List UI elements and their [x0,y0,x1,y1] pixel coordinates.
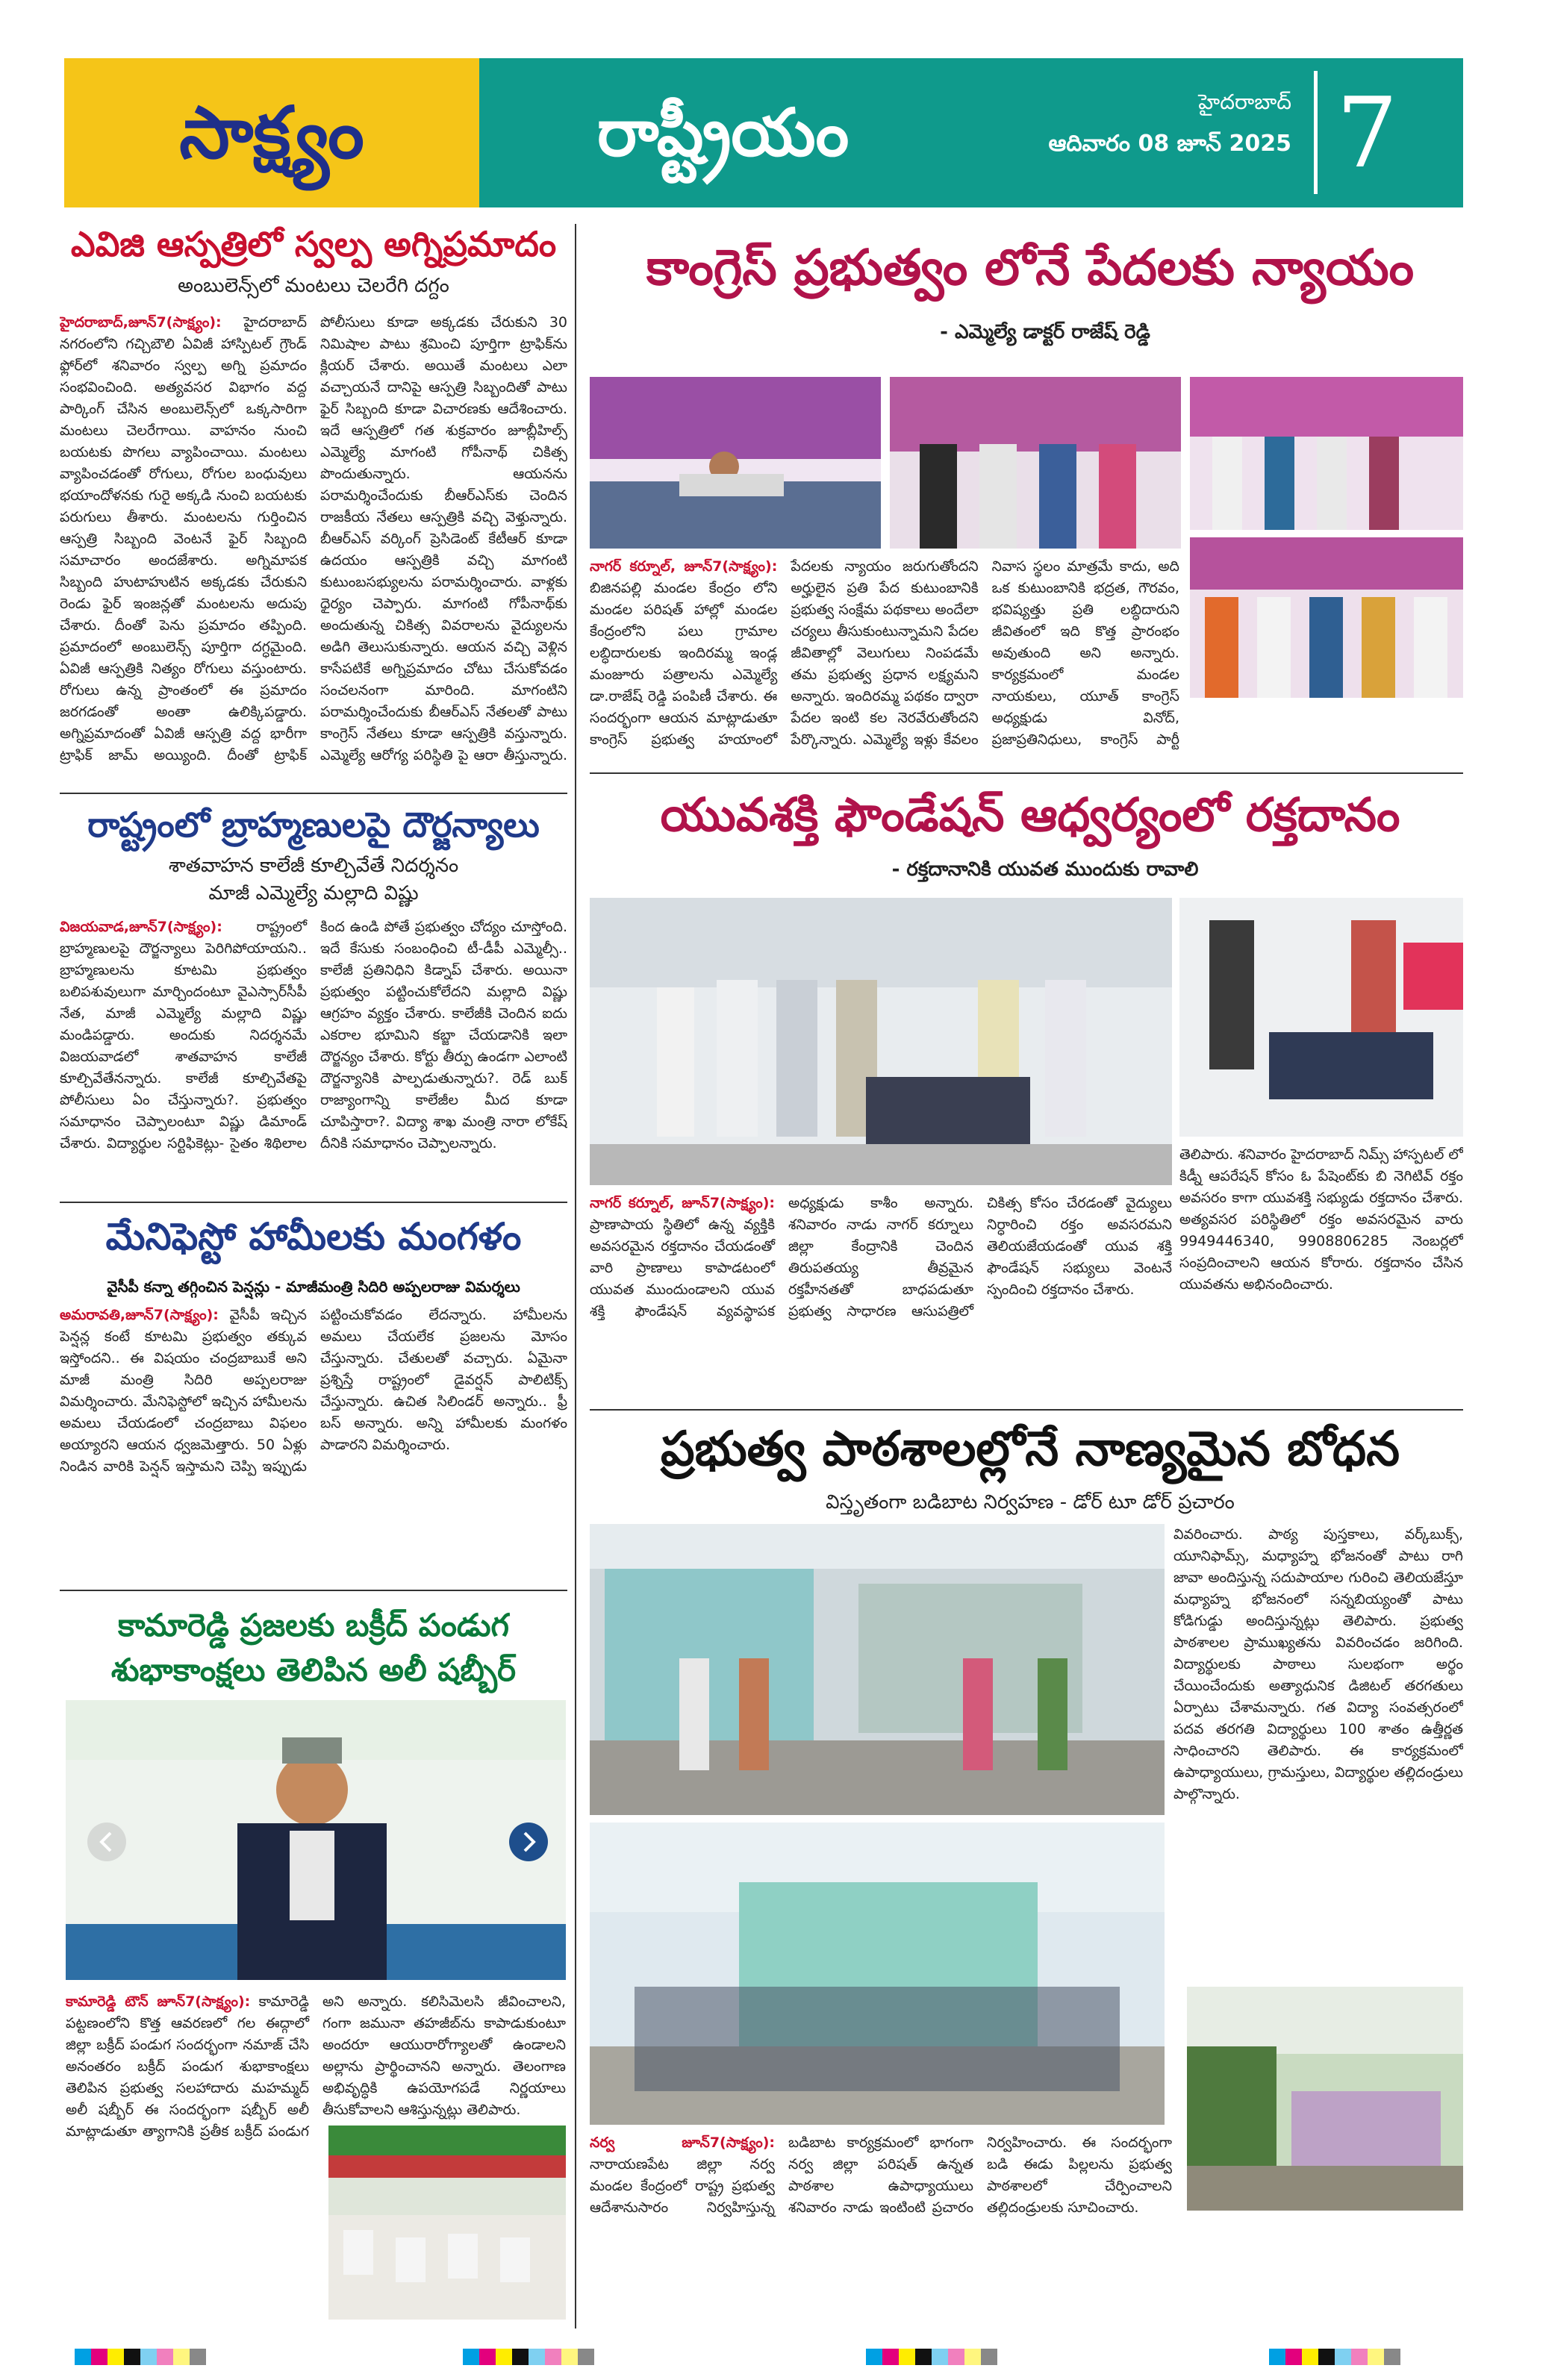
story2-photo-distribution [890,377,1181,549]
story2-dateline: నాగర్ కర్నూల్, జూన్7(సాక్ష్యం): [590,558,778,575]
registration-marks-right [1269,2349,1400,2365]
story1-body [60,312,567,782]
story7-subhead: విస్తృతంగా బడిబాట నిర్వహణ - డోర్ టూ డోర్ ప్రచారం [826,1491,1235,1514]
story7-text: నారాయణపేట జిల్లా నర్వ మండల కేంద్రంలో రాష్ట్ర ప్రభుత్వ ఆదేశానుసారం నిర్వహిస్తున్న బడిబాట కార్యక్రమంలో భాగంగా నర్వ జిల్లా పరిషత్ ఉన్నత పాఠశాల ఉపాధ్యాయులు శనివారం నాడు ఇంటింటి ప్రచారం నిర్వహించారు. ఈ సందర్భంగా బడి ఈడు పిల్లలను ప్రభుత్వ పాఠశాలలో చేర్పించాలని తల్లిదండ్రులకు సూచించారు. [590,2134,1172,2216]
story4-photo-donor [1179,898,1463,1137]
story3-headline: రాష్ట్రంలో బ్రాహ్మణులపై దౌర్జన్యాలు [87,805,540,845]
story1-dateline: హైదరాబాద్,జూన్7(సాక్ష్యం): [60,314,222,331]
story7-headline: ప్రభుత్వ పాఠశాలల్లోనే నాణ్యమైన బోధన [660,1422,1400,1477]
story7-body [590,2132,1172,2319]
story2-photo-meeting [590,377,881,549]
story3-subhead2: మాజీ ఎమ్మెల్యే మల్లాది విష్ణు [208,882,419,905]
registration-marks-left [75,2349,206,2365]
story5-subhead: వైసీపీ కన్నా తగ్గించిన పెన్షన్లు - మాజీమంత్రి సిదిరి అప్పలరాజు విమర్శలు [107,1278,520,1296]
story1-text: హైదరాబాద్ నగరంలోని గచ్చిబౌలి ఏవిజీ హాస్పిటల్ గ్రౌండ్ ఫ్లోర్‌లో శనివారం స్వల్ప అగ్ని ప్రమాదం సంభవించింది. అత్యవసర విభాగం వద్ద పార్కింగ్ చేసిన అంబులెన్స్‌లో ఒక్కసారిగా మంటలు చెలరేగాయి. వాహనం నుంచి బయటకు పొగలు వ్యాపించాయి. మంటలు వ్యాపించడంతో రోగులు, రోగుల బంధువులు భయాందోళనకు గురై అక్కడి నుంచి బయటకు పరుగులు తీశారు. మంటలను గుర్తించిన ఆస్పత్రి సిబ్బంది వెంటనే ఫైర్ సిబ్బంది సమాచారం అందజేశారు. అగ్నిమాపక సిబ్బంది హుటాహుటిన అక్కడకు చేరుకుని రెండు ఫైర్ ఇంజన్లతో మంటలను అదుపు చేశారు. దీంతో పెను ప్రమాదం తప్పింది. ప్రమాదంలో అంబులెన్స్ పూర్తిగా దగ్ధమైంది. ఏవిజీ ఆస్పత్రికి నిత్యం రోగులు వస్తుంటారు. రోగులు ఉన్న ప్రాంతంలో ఈ ప్రమాదం జరగడంతో అంతా ఉలిక్కిపడ్డారు. అగ్నిప్రమాదంతో ఏవిజీ ఆస్పత్రి వద్ద భారీగా ట్రాఫిక్ జామ్ అయ్యింది. దీంతో ట్రాఫిక్ పోలీసులు కూడా అక్కడకు చేరుకుని 30 నిమిషాల పాటు శ్రమించి పూర్తిగా ట్రాఫిక్‌ను క్లియర్ చేశారు. అయితే మంటలు ఎలా వచ్చాయనే దానిపై ఆస్పత్రి సిబ్బందితో పాటు ఫైర్ సిబ్బంది కూడా విచారణకు ఆదేశించారు. ఇదే ఆస్పత్రిలో గత శుక్రవారం జూబ్లీహిల్స్ ఎమ్మెల్యే మాగంటి గోపీనాథ్ చికిత్స పొందుతున్నారు. ఆయనను పరామర్శించేందుకు బీఆర్ఎస్‌కు చెందిన రాజకీయ నేతలు ఆస్పత్రికి వచ్చి వెళ్తున్నారు. బీఆర్ఎస్ వర్కింగ్ ప్రెసిడెంట్ కేటీఆర్ కూడా ఉదయం ఆస్పత్రికి వచ్చి మాగంటి కుటుంబసభ్యులను పరామర్శించారు. వాళ్లకు ధైర్యం చెప్పారు. మాగంటి గోపీనాథ్‌కు అందుతున్న చికిత్స వివరాలను వైద్యులను అడిగి తెలుసుకున్నారు. ఆయన వచ్చి వెళ్లిన కాసేపటికే అగ్నిప్రమాదం చోటు చేసుకోవడం సంచలనంగా మారింది. మాగంటిని పరామర్శించేందుకు బీఆర్ఎస్ నేతలతో పాటు కాంగ్రెస్ నేతలు కూడా ఆస్పత్రికి వస్తున్నారు. ఎమ్మెల్యే ఆరోగ్య పరిస్థితి పై ఆరా తీస్తున్నారు. [60,314,567,763]
story4-body [590,1193,1172,1398]
carousel-next-icon [509,1823,548,1861]
separator-rule [590,772,1463,774]
story7-dateline: నర్వ జూన్7(సాక్ష్యం): [590,2134,775,2151]
story7-side-body: వివరించారు. పాఠ్య పుస్తకాలు, వర్క్‌బుక్స్, యూనిఫామ్స్, మధ్యాహ్న భోజనంతో పాటు రాగి జావా అందిస్తున్న సదుపాయాల గురించి తెలియజేస్తూ మధ్యాహ్న భోజనంలో సన్నబియ్యంతో పాటు కోడిగుడ్డు అందిస్తున్నట్లు తెలిపారు. ప్రభుత్వ పాఠశాలల ప్రాముఖ్యతను వివరించడం జరిగింది. విద్యార్థులకు పాఠాలు సులభంగా అర్థం చేయించేందుకు అత్యాధునిక డిజిటల్ తరగతులు ఏర్పాటు చేశామన్నారు. గత విద్యా సంవత్సరంలో పదవ తరగతి విద్యార్థులు 100 శాతం ఉత్తీర్ణత సాధించారని తెలిపారు. ఈ కార్యక్రమంలో ఉపాధ్యాయులు, గ్రామస్తులు, విద్యార్థుల తల్లిదండ్రులు పాల్గొన్నారు. [1173,1526,1463,1802]
story6-dateline: కామారెడ్డి టౌన్ జూన్7(సాక్ష్యం): [66,1993,251,2010]
registration-marks-center [463,2349,594,2365]
story1-subhead: అంబులెన్స్‌లో మంటలు చెలరేగి దగ్దం [178,275,449,297]
story2-photo-group [1190,377,1463,530]
carousel-prev-icon [87,1823,126,1861]
story4-photo-blood-donation [590,898,1172,1185]
story2-text: బిజినపల్లి మండల కేంద్రం లోని మండల పరిషత్ హాల్లో మండల కేంద్రంలోని పలు గ్రామాల లబ్ధిదారులకు ఇందిరమ్మ ఇండ్ల మంజూరు పత్రాలను ఎమ్మెల్యే డా.రాజేష్ రెడ్డి పంపిణీ చేశారు. ఈ సందర్భంగా ఆయన మాట్లాడుతూ కాంగ్రెస్ ప్రభుత్వ హయాంలో పేదలకు న్యాయం జరుగుతోందని అర్హులైన ప్రతి పేద కుటుంబానికి ప్రభుత్వ సంక్షేమ పథకాలు అందేలా చర్యలు తీసుకుంటున్నామని పేదల జీవితాల్లో వెలుగులు నింపడమే తమ ప్రభుత్వ ప్రధాన లక్ష్యమని అన్నారు. ఇందిరమ్మ పథకం ద్వారా పేదల ఇంటి కల నెరవేరుతోందని పేర్కొన్నారు. ఎమ్మెల్యే ఇళ్లు కేవలం నివాస స్థలం మాత్రమే కాదు, అది ఒక కుటుంబానికి భద్రత, గౌరవం, భవిష్యత్తు ప్రతి లబ్ధిదారుని జీవితంలో ఇది కొత్త ప్రారంభం అవుతుంది అని అన్నారు. కార్యక్రమంలో మండల నాయకులు, యూత్ కాంగ్రెస్ అధ్యక్షుడు వినోద్, ప్రజాప్రతినిధులు, కాంగ్రెస్ పార్టీ [590,558,1179,748]
story4-side-body: తెలిపారు. శనివారం హైదరాబాద్ నిమ్స్ హాస్పటల్ లో కిడ్నీ ఆపరేషన్ కోసం ఓ పేషెంట్‌కు బి నెగిటివ్ రక్తం అవసరం కాగా యువశక్తి సభ్యుడు రక్తదానం చేశారు. అత్యవసర పరిస్థితిలో రక్తం అవసరమైన వారు 9949446340, 9908806285 నెంబర్లలో సంప్రదించాలని ఆయన కోరారు. రక్తదానం చేసిన యువతను అభినందించారు. [1179,1146,1463,1293]
separator-rule [60,1590,567,1591]
story7-photo-students [590,1823,1165,2125]
separator-rule [590,1409,1463,1411]
separator-rule [60,1202,567,1203]
story2-headline: కాంగ్రెస్ ప్రభుత్వం లోనే పేదలకు న్యాయం [646,239,1415,296]
story3-subhead1: శాతవాహన కాలేజీ కూల్చివేతే నిదర్శనం [168,855,459,877]
story3-dateline: విజయవాడ,జూన్7(సాక్ష్యం): [60,919,222,935]
story7-photo-village [1187,1987,1463,2211]
edition-city: హైదరాబాద్ [1198,90,1291,114]
story3-body [60,916,567,1193]
story5-text: వైసీపీ ఇచ్చిన పెన్షన్ల కంటే కూటమి ప్రభుత్వం తక్కువ ఇస్తోందని.. ఈ విషయం చంద్రబాబుకే అని మాజీ మంత్రి సిదిరి అప్పలరాజు విమర్శించారు. మేనిఫెస్టోలో ఇచ్చిన హామీలను అమలు చేయడంలో చంద్రబాబు విఫలం అయ్యారని ఆయన ధ్వజమెత్తారు. 50 ఏళ్లు నిండిన వారికి పెన్షన్ ఇస్తామని చెప్పి ఇప్పుడు పట్టించుకోవడం లేదన్నారు. హామీలను అమలు చేయలేక ప్రజలను మోసం చేస్తున్నారు. చేతులతో వచ్చారు. ఏమైనా ప్రశ్నిస్తే రాష్ట్రంలో డైవర్షన్ పాలిటిక్స్ చేస్తున్నారు. ఉచిత సిలిండర్ అన్నారు.. ఫ్రీ బస్ అన్నారు. అన్ని హామీలకు మంగళం పాడారని విమర్శించారు. [60,1307,567,1475]
section-title: రాష్ట్రీయం [597,94,850,171]
page-number: 7 [1336,76,1398,190]
column-divider [575,224,576,2329]
story4-subhead: - రక్తదానానికి యువత ముందుకు రావాలి [891,858,1199,881]
story2-subhead: - ఎమ్మెల్యే డాక్టర్ రాజేష్ రెడ్డి [940,321,1150,343]
story5-dateline: అమరావతి,జూన్7(సాక్ష్యం): [60,1307,219,1323]
story5-headline: మేనిఫెస్టో హామీలకు మంగళం [105,1215,522,1258]
edition-date: ఆదివారం 08 జూన్ 2025 [1048,131,1291,157]
story4-headline: యువశక్తి ఫౌండేషన్ ఆధ్వర్యంలో రక్తదానం [660,787,1400,842]
story3-text: రాష్ట్రంలో బ్రాహ్మణులపై దౌర్జన్యాలు పెరిగిపోయాయని.. బ్రాహ్మణులను కూటమి ప్రభుత్వం బలిపశువులుగా మార్చిందంటూ వైఎస్సార్‌సీపీ నేత, మాజీ ఎమ్మెల్యే మల్లాది విష్ణు మండిపడ్డారు. అందుకు నిదర్శనమే విజయవాడలో శాతవాహన కాలేజీ కూల్చివేతేనన్నారు. కాలేజీ కూల్చివేతపై పోలీసులు ఏం చేస్తున్నారు?. ప్రభుత్వం సమాధానం చెప్పాలంటూ విష్ణు డిమాండ్ చేశారు. విద్యార్థుల సర్టిఫికెట్లు- సైతం శిథిలాల కింద ఉండి పోతే ప్రభుత్వం చోద్యం చూస్తోంది. ఇదే కేసుకు సంబంధించి టీ-డీపీ ఎమ్మెల్సీ.. కాలేజీ ప్రతినిధిని కిడ్నాప్ చేశారు. అయినా ప్రభుత్వం పట్టించుకోలేదని మల్లాది విష్ణు ఆగ్రహం వ్యక్తం చేశారు. కాలేజీకి చెందిన ఐదు ఎకరాల భూమిని కబ్జా చేయడానికి ఇలా దౌర్జన్యం చేశారు. కోర్టు తీర్పు ఉండగా ఎలాంటి దౌర్జన్యానికి పాల్పడుతున్నారు?. రెడ్ బుక్ రాజ్యాంగాన్ని కాలేజీల మీద కూడా చూపిస్తారా?. విద్యా శాఖ మంత్రి నారా లోకేష్ దీనికి సమాధానం చెప్పాలన్నారు. [60,919,567,1152]
registration-marks-mid [866,2349,997,2365]
masthead-divider [1314,71,1318,194]
story7-photo-door-to-door [590,1524,1165,1815]
story6-text: కామారెడ్డి పట్టణంలోని కొత్త ఆవరణలో గల ఈద్గాలో జిల్లా బక్రీద్ పండుగ సందర్భంగా నమాజ్ చేసి అనంతరం బక్రీద్ పండుగ శుభాకాంక్షలు తెలిపిన ప్రభుత్వ సలహాదారు మహమ్మద్ అలీ షబ్బీర్ ఈ సందర్భంగా షబ్బీర్ అలీ మాట్లాడుతూ త్యాగానికి ప్రతీక బక్రీద్ పండుగ అని అన్నారు. కలిసిమెలసి జీవించాలని, గంగా జమునా తహజీబ్‌ను కాపాడుకుంటూ అందరూ ఆయురారోగ్యాలతో ఉండాలని అల్లాను ప్రార్థించానని అన్నారు. తెలంగాణ అభివృద్ధికి ఉపయోగపడే నిర్ణయాలు తీసుకోవాలని ఆశిస్తున్నట్లు తెలిపారు. [66,1993,566,2140]
story5-body [60,1305,567,1581]
story6-photo-prayer-gathering [328,2126,566,2320]
story2-photo-beneficiaries [1190,537,1463,698]
story2-body [590,556,1179,758]
story4-text: ప్రాణాపాయ స్థితిలో ఉన్న వ్యక్తికి అవసరమైన రక్తదానం చేయడంతో వారి ప్రాణాలు కాపాడటంలో యువత ముందుండాలని యువ శక్తి ఫౌండేషన్ వ్యవస్థాపక అధ్యక్షుడు కాశీం అన్నారు. శనివారం నాడు నాగర్ కర్నూలు జిల్లా కేంద్రానికి చెందిన తిరుపతయ్య తీవ్రమైన రక్తహీనతతో బాధపడుతూ ప్రభుత్వ సాధారణ ఆసుపత్రిలో చికిత్స కోసం చేరడంతో వైద్యులు నిర్ధారించి రక్తం అవసరమని తెలియజేయడంతో యువ శక్తి ఫౌండేషన్ సభ్యులు వెంటనే స్పందించి రక్తదానం చేశారు. [590,1195,1172,1319]
story1-headline: ఎవిజి ఆస్పత్రిలో స్వల్ప అగ్నిప్రమాదం [70,224,557,264]
story4-dateline: నాగర్ కర్నూల్, జూన్7(సాక్ష్యం): [590,1195,775,1211]
story6-headline: కామారెడ్డి ప్రజలకు బక్రీద్ పండుగ శుభాకాంక్షలు తెలిపిన అలీ షబ్బీర్ [110,1607,517,1688]
story6-photo-ali-shabbir [66,1700,566,1980]
separator-rule [60,793,567,794]
newspaper-logo: సాక్ష్యం [64,58,479,207]
